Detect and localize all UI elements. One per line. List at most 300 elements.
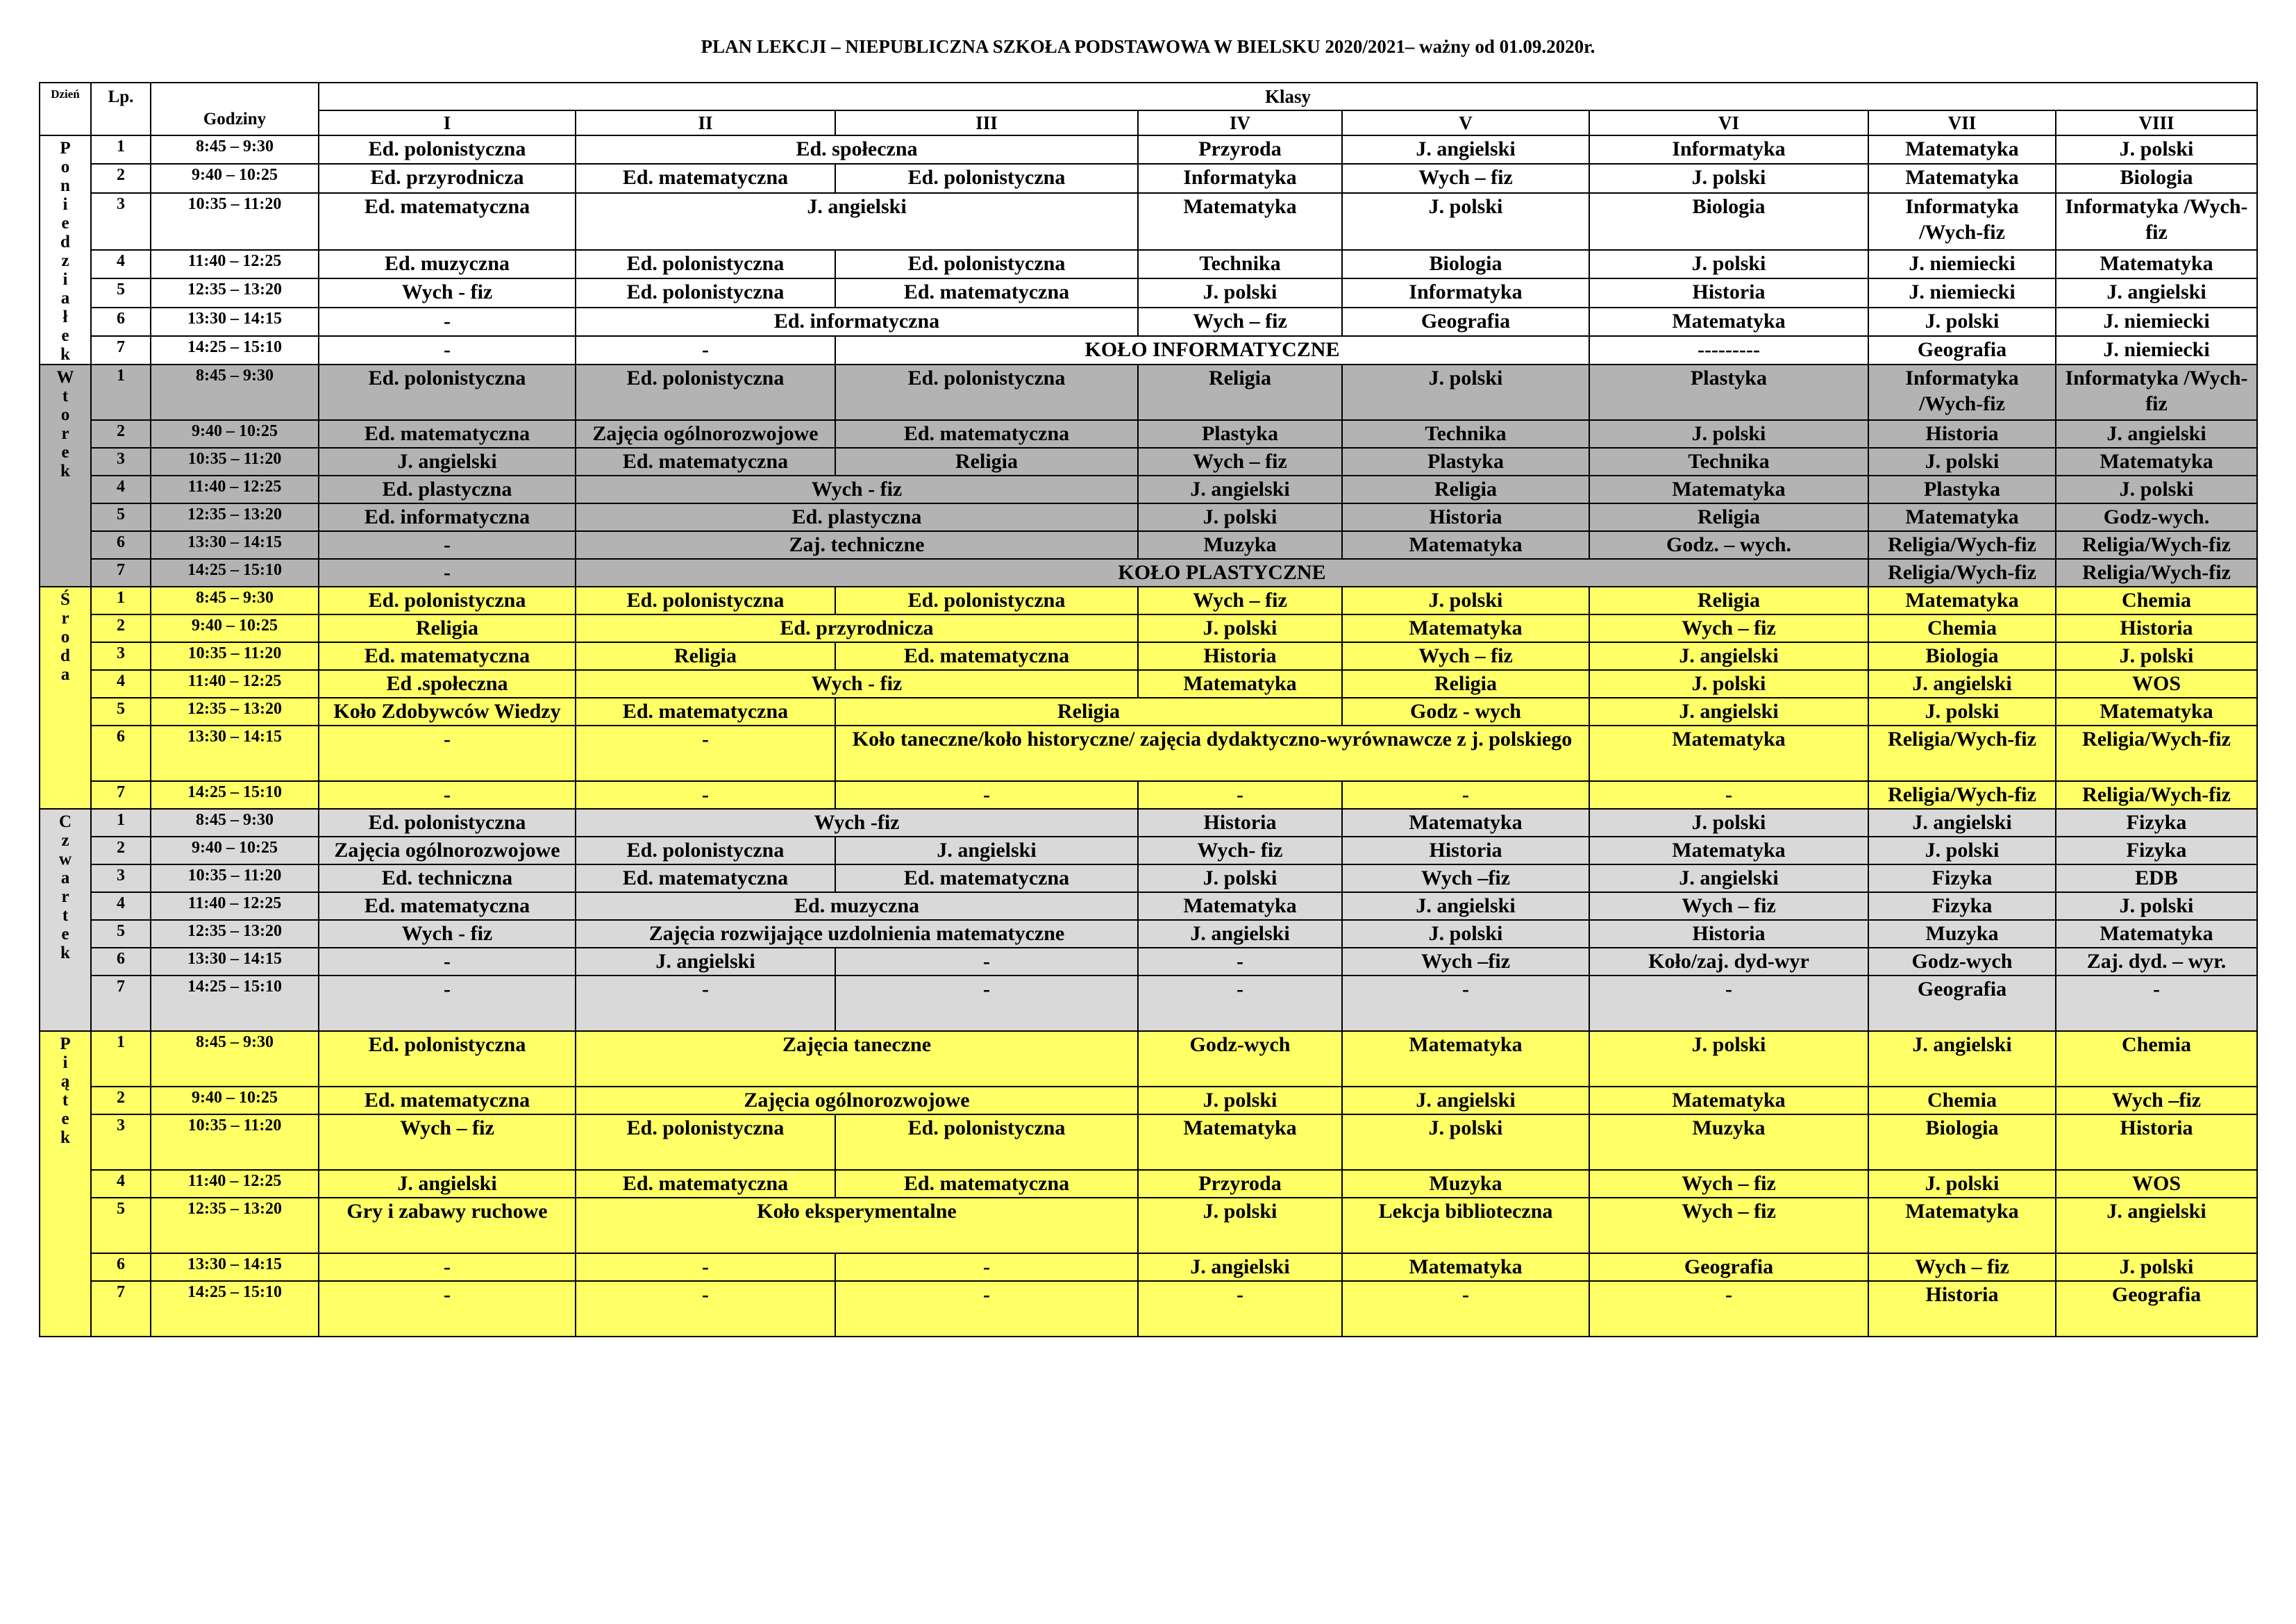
lesson-cell: WOS [2056,1170,2257,1198]
lesson-cell: Ed. matematyczna [835,642,1138,670]
lesson-cell: Geografia [1868,976,2056,1031]
lesson-cell: J. polski [1868,308,2056,336]
day-letter: t [62,387,69,405]
lesson-cell: Fizyka [1868,892,2056,920]
header-class-8: VIII [2056,110,2257,135]
table-row [40,278,2257,307]
day-letter: t [62,906,69,925]
lesson-cell: Religia/Wych-fiz [2056,726,2257,781]
lesson-cell: Wych – fiz [1138,308,1342,336]
lesson-cell: Matematyka [1138,892,1342,920]
day-letter: n [60,176,70,195]
header-class-5: V [1342,110,1589,135]
lesson-cell: - [1138,781,1342,809]
lesson-cell: Wych – fiz [1138,587,1342,614]
lesson-cell: Ed. muzyczna [319,250,576,278]
day-letter: o [60,158,70,176]
lesson-cell: Ed. matematyczna [576,864,835,892]
lesson-cell: Ed. matematyczna [835,864,1138,892]
lesson-cell: Fizyka [1868,864,2056,892]
lesson-cell: Religia [835,698,1342,726]
lesson-number: 6 [91,308,151,336]
lesson-cell: Godz - wych [1342,698,1589,726]
lesson-cell: Matematyka [1868,164,2056,192]
lesson-cell: Wych - fiz [576,476,1138,503]
lesson-cell: Przyroda [1138,135,1342,164]
lesson-cell: Geografia [1589,1253,1868,1281]
lesson-hours: 12:35 – 13:20 [151,920,319,948]
lesson-cell: Matematyka [1589,476,1868,503]
lesson-cell: Ed. plastyczna [319,476,576,503]
lesson-number: 2 [91,837,151,864]
lesson-cell: Religia [1342,476,1589,503]
lesson-cell: Wych -fiz [576,809,1138,837]
lesson-cell: Wych – fiz [1589,1198,1868,1253]
lesson-cell: Wych – fiz [319,1114,576,1170]
table-row [40,308,2257,336]
lesson-cell: J. niemiecki [2056,308,2257,336]
table-row [40,1170,2257,1198]
lesson-cell: - [1138,1281,1342,1337]
lesson-cell: Matematyka [1342,1031,1589,1087]
lesson-cell: J. polski [1589,164,1868,192]
lesson-cell: - [1138,976,1342,1031]
lesson-cell: Ed. przyrodnicza [576,614,1138,642]
lesson-number: 3 [91,864,151,892]
table-row [40,336,2257,365]
day-letter: e [61,1110,69,1128]
day-letter: k [60,345,70,364]
lesson-cell: Ed. polonistyczna [319,1031,576,1087]
lesson-cell: Zaj. techniczne [576,531,1138,559]
lesson-hours: 11:40 – 12:25 [151,250,319,278]
lesson-cell: - [1342,976,1589,1031]
lesson-number: 2 [91,420,151,448]
lesson-number: 4 [91,476,151,503]
lesson-cell: Ed. matematyczna [319,892,576,920]
lesson-cell: - [319,559,576,587]
lesson-cell: Muzyka [1138,531,1342,559]
day-letter: e [61,326,69,345]
lesson-cell: J. angielski [1342,135,1589,164]
lesson-hours: 11:40 – 12:25 [151,670,319,698]
lesson-cell: Informatyka [1589,135,1868,164]
lesson-cell: J. angielski [2056,278,2257,307]
lesson-cell: Zajęcia taneczne [576,1031,1138,1087]
lesson-cell: J. niemiecki [1868,250,2056,278]
lesson-cell: Ed. matematyczna [576,698,835,726]
lesson-cell: Muzyka [1868,920,2056,948]
lesson-cell: Zajęcia ogólnorozwojowe [319,837,576,864]
lesson-cell: J. polski [1868,698,2056,726]
lesson-cell: Ed. informatyczna [319,503,576,531]
day-letter: i [62,1053,68,1072]
table-row [40,448,2257,476]
lesson-cell: Religia [835,448,1138,476]
lesson-hours: 9:40 – 10:25 [151,837,319,864]
lesson-cell: - [319,1253,576,1281]
header-classes: Klasy [319,83,2257,110]
lesson-cell: J. polski [2056,642,2257,670]
lesson-hours: 11:40 – 12:25 [151,1170,319,1198]
lesson-cell: Koło Zdobywców Wiedzy [319,698,576,726]
header-class-7: VII [1868,110,2056,135]
day-letter: r [61,887,69,906]
lesson-cell: J. polski [1138,614,1342,642]
table-row [40,976,2257,1031]
day-letter: k [60,1128,70,1147]
lesson-hours: 13:30 – 14:15 [151,308,319,336]
day-letter: C [58,812,72,831]
lesson-cell: Ed. przyrodnicza [319,164,576,192]
lesson-cell: Godz-wych [1868,948,2056,976]
lesson-cell: J. angielski [1138,476,1342,503]
lesson-cell: - [576,1253,835,1281]
lesson-hours: 13:30 – 14:15 [151,1253,319,1281]
lesson-cell: J. angielski [1868,670,2056,698]
lesson-hours: 12:35 – 13:20 [151,278,319,307]
lesson-cell: Ed .społeczna [319,670,576,698]
lesson-number: 7 [91,559,151,587]
lesson-cell: Muzyka [1589,1114,1868,1170]
lesson-cell: Ed. polonistyczna [319,587,576,614]
lesson-cell: Biologia [1342,250,1589,278]
lesson-hours: 8:45 – 9:30 [151,135,319,164]
day-letter: e [61,214,69,233]
lesson-hours: 13:30 – 14:15 [151,531,319,559]
lesson-hours: 12:35 – 13:20 [151,1198,319,1253]
lesson-cell: Ed. polonistyczna [835,1114,1138,1170]
page-title: PLAN LEKCJI – NIEPUBLICZNA SZKOŁA PODSTAWOWA W BIELSKU 2020/2021– ważny od 01.09.2020r. [701,36,1595,57]
lesson-cell: J. angielski [319,448,576,476]
table-row [40,726,2257,781]
lesson-cell: Wych - fiz [576,670,1138,698]
lesson-cell: Historia [1342,503,1589,531]
lesson-cell: Ed. polonistyczna [576,837,835,864]
lesson-cell: Ed. polonistyczna [576,587,835,614]
lesson-number: 2 [91,614,151,642]
lesson-cell: - [319,976,576,1031]
lesson-number: 3 [91,448,151,476]
lesson-cell: Wych - fiz [319,920,576,948]
lesson-hours: 9:40 – 10:25 [151,164,319,192]
lesson-number: 3 [91,193,151,251]
table-row [40,365,2257,420]
header-lp: Lp. [91,83,151,135]
lesson-cell: J. angielski [1589,864,1868,892]
lesson-number: 1 [91,1031,151,1087]
lesson-cell: Religia/Wych-fiz [1868,781,2056,809]
lesson-cell: - [1342,1281,1589,1337]
lesson-hours: 8:45 – 9:30 [151,809,319,837]
day-letter: r [61,609,69,628]
lesson-cell: Ed. matematyczna [576,164,835,192]
lesson-cell: J. polski [1342,193,1589,251]
lesson-cell: Muzyka [1342,1170,1589,1198]
lesson-number: 3 [91,1114,151,1170]
lesson-cell: Ed. polonistyczna [835,365,1138,420]
lesson-number: 6 [91,531,151,559]
lesson-cell: Ed. matematyczna [319,193,576,251]
day-letter: z [61,251,69,270]
day-letter: r [61,424,69,443]
lesson-cell: Matematyka [2056,250,2257,278]
day-letter: t [62,1091,69,1110]
table-row [40,476,2257,503]
lesson-number: 7 [91,1281,151,1337]
lesson-number: 2 [91,164,151,192]
lesson-cell: Matematyka [1342,1253,1589,1281]
table-row [40,1253,2257,1281]
lesson-cell: Ed. polonistyczna [576,250,835,278]
day-letter: a [60,665,70,684]
lesson-cell: Wych - fiz [319,278,576,307]
lesson-cell: Zajęcia rozwijające uzdolnienia matematyczne [576,920,1138,948]
lesson-hours: 10:35 – 11:20 [151,864,319,892]
lesson-cell: Ed. informatyczna [576,308,1138,336]
lesson-hours: 10:35 – 11:20 [151,642,319,670]
table-row [40,781,2257,809]
lesson-cell: - [319,948,576,976]
day-letter: z [61,831,69,850]
lesson-cell: Matematyka [2056,448,2257,476]
lesson-cell: Wych – fiz [1589,614,1868,642]
lesson-cell: - [835,781,1138,809]
lesson-cell: Biologia [1868,1114,2056,1170]
lesson-cell: - [576,726,835,781]
lesson-cell: J. angielski [1589,698,1868,726]
header-day: Dzień [40,83,91,135]
lesson-cell: Technika [1138,250,1342,278]
table-row [40,250,2257,278]
lesson-cell: Informatyka /Wych-fiz [1868,193,2056,251]
day-letter: d [60,646,70,665]
lesson-cell: J. polski [2056,476,2257,503]
table-row [40,948,2257,976]
lesson-cell: Koło taneczne/koło historyczne/ zajęcia dydaktyczno-wyrównawcze z j. polskiego [835,726,1589,781]
lesson-cell: - [1589,781,1868,809]
lesson-cell: J. polski [1342,587,1589,614]
day-letter: w [58,850,72,869]
lesson-cell: Ed. matematyczna [835,1170,1138,1198]
lesson-cell: - [835,1253,1138,1281]
lesson-cell: --------- [1589,336,1868,365]
lesson-cell: J. polski [1868,1170,2056,1198]
table-row [40,135,2257,164]
lesson-cell: Chemia [1868,1087,2056,1114]
lesson-cell: Przyroda [1138,1170,1342,1198]
lesson-cell: Historia [1342,837,1589,864]
lesson-number: 4 [91,670,151,698]
lesson-cell: - [576,976,835,1031]
lesson-cell: Ed. polonistyczna [835,164,1138,192]
lesson-cell: - [319,726,576,781]
lesson-cell: - [319,1281,576,1337]
table-row [40,1198,2257,1253]
lesson-cell: - [319,781,576,809]
table-row [40,837,2257,864]
day-letter: i [62,195,68,214]
day-letter: e [61,925,69,944]
table-row [40,531,2257,559]
lesson-cell: Religia/Wych-fiz [2056,531,2257,559]
table-row [40,614,2257,642]
lesson-cell: J. angielski [1868,1031,2056,1087]
lesson-cell: Matematyka [1342,614,1589,642]
lesson-cell: Wych – fiz [1138,448,1342,476]
lesson-hours: 8:45 – 9:30 [151,365,319,420]
lesson-cell: Wych – fiz [1342,642,1589,670]
lesson-cell: Matematyka [1138,670,1342,698]
day-letter: d [60,233,70,251]
lesson-cell: Wych – fiz [1342,164,1589,192]
lesson-cell: Godz-wych [1138,1031,1342,1087]
lesson-cell: J. polski [2056,1253,2257,1281]
lesson-number: 2 [91,1087,151,1114]
lesson-cell: Wych –fiz [1342,864,1589,892]
lesson-cell: - [319,531,576,559]
lesson-cell: Matematyka [1342,809,1589,837]
lesson-cell: J. angielski [2056,420,2257,448]
lesson-cell: Ed. matematyczna [835,278,1138,307]
table-row [40,698,2257,726]
lesson-cell: Godz. – wych. [1589,531,1868,559]
lesson-cell: J. angielski [1138,920,1342,948]
lesson-cell: Ed. polonistyczna [576,365,835,420]
lesson-hours: 13:30 – 14:15 [151,948,319,976]
lesson-number: 6 [91,726,151,781]
header-class-2: II [576,110,835,135]
day-label-fri [40,1031,91,1337]
lesson-cell: Biologia [2056,164,2257,192]
lesson-number: 5 [91,698,151,726]
lesson-cell: Koło/zaj. dyd-wyr [1589,948,1868,976]
lesson-cell: Wych –fiz [1342,948,1589,976]
lesson-cell: Ed. muzyczna [576,892,1138,920]
table-row [40,559,2257,587]
lesson-cell: Ed. matematyczna [576,448,835,476]
day-letter: P [60,1035,71,1053]
table-row [40,1114,2257,1170]
lesson-cell: - [1589,1281,1868,1337]
lesson-cell: Plastyka [1342,448,1589,476]
lesson-hours: 14:25 – 15:10 [151,1281,319,1337]
lesson-cell: - [576,336,835,365]
lesson-cell: Religia [1138,365,1342,420]
lesson-cell: J. polski [1589,1031,1868,1087]
lesson-cell: J. polski [1589,420,1868,448]
lesson-cell: Religia [319,614,576,642]
lesson-cell: Geografia [1342,308,1589,336]
lesson-cell: Ed. polonistyczna [319,365,576,420]
lesson-cell: Ed. matematyczna [319,1087,576,1114]
lesson-cell: J. polski [1868,837,2056,864]
lesson-cell: - [576,781,835,809]
lesson-cell: Informatyka [1342,278,1589,307]
lesson-hours: 10:35 – 11:20 [151,1114,319,1170]
lesson-cell: Religia [1589,503,1868,531]
lesson-cell: Ed. społeczna [576,135,1138,164]
lesson-cell: Fizyka [2056,837,2257,864]
lesson-number: 4 [91,892,151,920]
lesson-cell: Ed. polonistyczna [319,809,576,837]
lesson-cell: J. polski [1138,503,1342,531]
lesson-cell: EDB [2056,864,2257,892]
lesson-cell: KOŁO INFORMATYCZNE [835,336,1589,365]
lesson-cell: Ed. polonistyczna [835,250,1138,278]
lesson-cell: Historia [1589,278,1868,307]
lesson-cell: Historia [2056,614,2257,642]
lesson-number: 1 [91,365,151,420]
lesson-cell: J. polski [1589,250,1868,278]
lesson-cell: Wych – fiz [1868,1253,2056,1281]
lesson-number: 5 [91,1198,151,1253]
lesson-number: 1 [91,587,151,614]
lesson-cell: Religia [576,642,835,670]
lesson-cell: J. niemiecki [1868,278,2056,307]
lesson-hours: 12:35 – 13:20 [151,503,319,531]
lesson-cell: Zajęcia ogólnorozwojowe [576,1087,1138,1114]
header-class-6: VI [1589,110,1868,135]
day-label-wed [40,587,91,809]
lesson-cell: - [835,1281,1138,1337]
lesson-cell: Religia [1342,670,1589,698]
lesson-number: 5 [91,503,151,531]
lesson-cell: Religia/Wych-fiz [2056,781,2257,809]
table-row [40,1031,2257,1087]
lesson-number: 5 [91,920,151,948]
lesson-cell: KOŁO PLASTYCZNE [576,559,1868,587]
header-class-3: III [835,110,1138,135]
lesson-number: 7 [91,781,151,809]
lesson-number: 6 [91,1253,151,1281]
lesson-cell: Religia/Wych-fiz [2056,559,2257,587]
header-class-4: IV [1138,110,1342,135]
table-row [40,642,2257,670]
header-hours: Godziny [151,83,319,135]
lesson-number: 1 [91,135,151,164]
lesson-cell: J. polski [1138,278,1342,307]
day-letter: a [60,869,70,887]
lesson-cell: - [2056,976,2257,1031]
lesson-cell: J. angielski [576,193,1138,251]
lesson-cell: - [835,948,1138,976]
lesson-cell: - [319,336,576,365]
lesson-cell: Informatyka [1138,164,1342,192]
lesson-cell: Religia/Wych-fiz [1868,726,2056,781]
lesson-cell: J. polski [1868,448,2056,476]
table-row [40,892,2257,920]
lesson-number: 5 [91,278,151,307]
lesson-hours: 9:40 – 10:25 [151,1087,319,1114]
table-row [40,920,2257,948]
lesson-cell: Matematyka [1868,135,2056,164]
lesson-number: 7 [91,976,151,1031]
table-row [40,164,2257,192]
lesson-hours: 9:40 – 10:25 [151,420,319,448]
lesson-cell: Ed. polonistyczna [835,587,1138,614]
lesson-cell: Plastyka [1589,365,1868,420]
day-letter: k [60,462,70,480]
lesson-cell: Biologia [1868,642,2056,670]
lesson-cell: Historia [1138,642,1342,670]
lesson-cell: Historia [1589,920,1868,948]
lesson-hours: 8:45 – 9:30 [151,587,319,614]
day-letter: a [60,289,70,308]
lesson-cell: Informatyka /Wych-fiz [2056,193,2257,251]
lesson-cell: Matematyka [1868,587,2056,614]
lesson-cell: J. angielski [1342,892,1589,920]
